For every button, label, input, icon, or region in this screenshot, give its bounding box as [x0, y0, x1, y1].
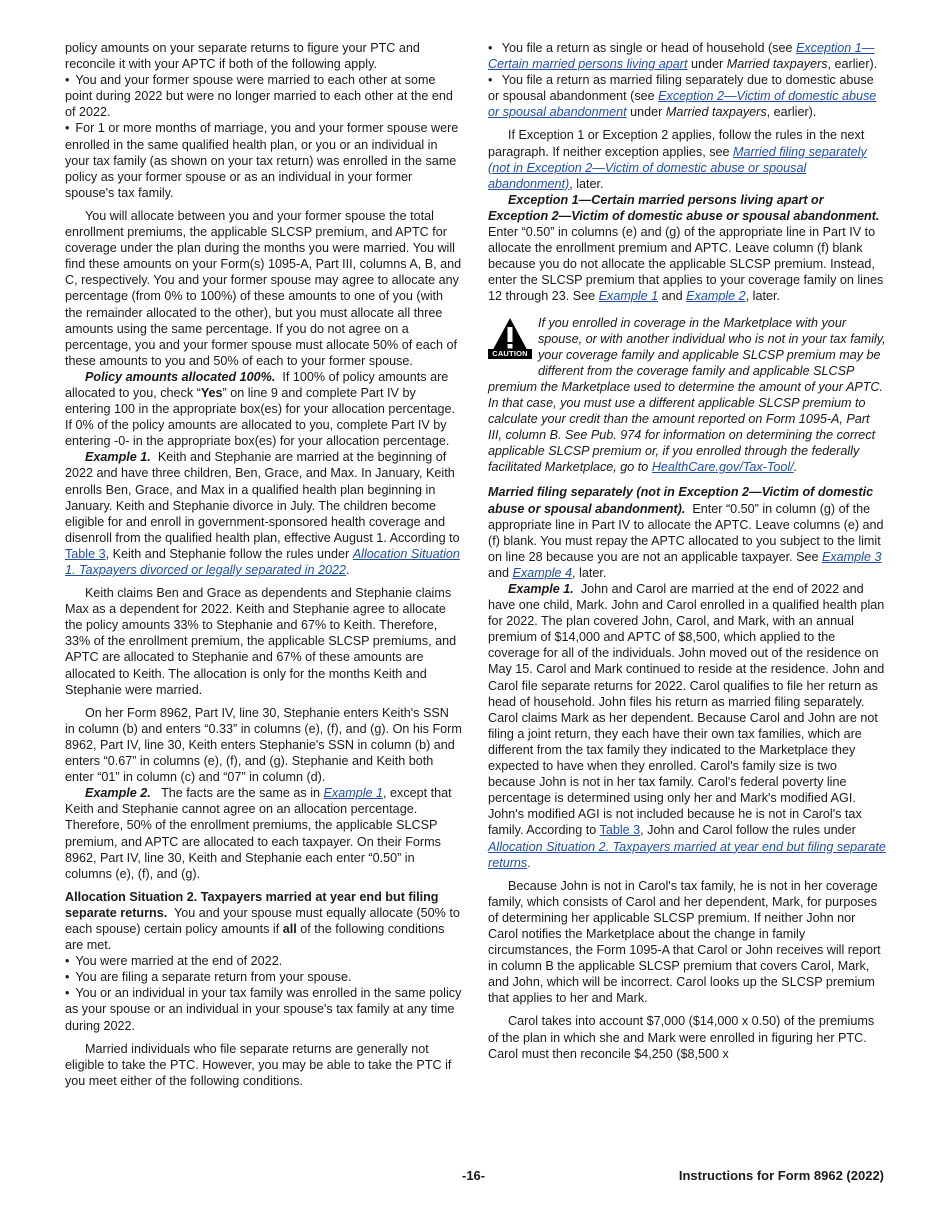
bullet-item: • You are filing a separate return from your spouse.	[65, 969, 462, 985]
caution-note: CAUTION If you enrolled in coverage in the Marketplace with your spouse, or with another individual who is not in your tax family, your coverage family and applicable SLCSP premium may be different from the coverage family and applicable SLCSP premium the Marketplace used to determine the amount of your APTC. In that case, you must use a different applicable SLCSP premium to calculate your credit than the amount reported on Form 1095-A, Part III, column B. See Pub. 974 for information on determining the correct applicable SLCSP premium or, if you enrolled through the federally facilitated Marketplace, go to HealthCare.gov/Tax-Tool/.	[488, 315, 886, 475]
section-heading: Allocation Situation 2. Taxpayers married at year end but filing separate returns.	[65, 889, 439, 920]
page-number: -16-	[462, 1168, 486, 1183]
table-3-link[interactable]: Table 3	[599, 823, 641, 838]
table-3-link[interactable]: Table 3	[65, 546, 106, 561]
paragraph: policy amounts on your separate returns to figure your PTC and reconcile it with your APTC if both of the following apply.	[65, 41, 420, 72]
allocation-situation-1-link[interactable]: Allocation Situation 1. Taxpayers divorced or legally separated in 2022	[65, 546, 460, 577]
allocation-situation-2-paragraph: Allocation Situation 2. Taxpayers married at year end but filing separate returns. You and your spouse must equally allocate (50% to each spouse) certain policy amounts if all of the following conditions are met.	[65, 889, 460, 953]
bullet-item: • For 1 or more months of marriage, you and your former spouse were enrolled in the same qualified health plan, or you or an individual in your tax family (as shown on your tax return) was enrolled in the same policy as your former spouse or as an individual in your former spouse's tax family.	[65, 120, 462, 200]
paragraph-policy-amounts: Policy amounts allocated 100%. If 100% of policy amounts are allocated to you, check “Yes” on line 9 and complete Part IV by entering 100 in the appropriate box(es) for your allocation percentage. If 0% of the policy amounts are allocated to you, complete Part IV by entering -0- in the appropriate box(es) for your allocation percentage.	[65, 369, 455, 449]
paragraph: Married individuals who file separate returns are generally not eligible to take the PTC. However, you may be able to take the PTC if you meet either of the following conditions.	[65, 1041, 452, 1088]
run-in-heading: Exception 1—Certain married persons living apart or Exception 2—Victim of domestic abuse or spousal abandonment.	[488, 192, 880, 223]
example-2-link[interactable]: Example 2	[686, 289, 746, 304]
run-in-heading: Example 1.	[85, 450, 151, 465]
example-1-paragraph: Example 1. John and Carol are married at the end of 2022 and have one child, Mark. John and Carol enrolled in a qualified health plan for 2022. The plan covered John, Carol, and Mark, with an annual premium of $14,000 and APTC of $8,500, which applied to the coverage for all of the individuals. John moved out of the residence on May 15. Carol and Mark continued to reside at the residence. John and Carol file separate returns for 2022. Carol qualifies to file her return as head of household. John files his return as married filing separately. Carol claims Mark as her dependent. Because Carol and John are not filing a joint return, they each have their own tax families, which are different from the tax family they indicated to the Marketplace they expected to have when they enrolled. Carol's family size is two because John is not in her tax family. Carol's federal poverty line percentage is determined using only her and Mark's modified AGI. John's modified AGI is not included because he is not in Carol's tax family. According to Table 3, John and Carol follow the rules under Allocation Situation 2. Taxpayers married at year end but filing separate returns.	[488, 582, 886, 870]
bullet-item: • You and your former spouse were married to each other at some point during 2022 but were no longer married to each other at the end of 2022.	[65, 72, 462, 120]
example-1-paragraph: Example 1. Keith and Stephanie are married at the beginning of 2022 and have three children, Ben, Grace, and Max. In January, Keith enrolls Ben, Grace, and Max in a qualified health plan beginning in January. Keith and Stephanie divorce in July. The children become eligible for and enroll in government-sponsored health coverage and disenroll from the qualified health plan, effective August 1. According to Table 3, Keith and Stephanie follow the rules under Allocation Situation 1. Taxpayers divorced or legally separated in 2022.	[65, 450, 460, 577]
mfs-paragraph: Married filing separately (not in Exception 2—Victim of domestic abuse or spousal abandonment). Enter “0.50” in column (g) of the appropriate line in Part IV to allocate the APTC. Leave columns (e) and (f) blank. You must repay the APTC allocated to you subject to the limit on line 28 because you are not an applicable taxpayer. See Example 3 and Example 4, later.	[488, 485, 884, 580]
exception-paragraph: Exception 1—Certain married persons living apart or Exception 2—Victim of domestic abuse or spousal abandonment. Enter “0.50” in columns (e) and (g) of the appropriate line in Part IV to allocate the enrollment premium and APTC. Leave column (f) blank because you do not allocate the applicable SLCSP premium. Instead, enter the SLCSP premium that applies to your coverage family on lines 12 through 23. See Example 1 and Example 2, later.	[488, 192, 884, 304]
left-column	[65, 40, 462, 1089]
example-3-link[interactable]: Example 3	[821, 549, 882, 564]
bullet-item: • You or an individual in your tax family was enrolled in the same policy as your spouse or an individual in your spouse's tax family at any time during 2022.	[65, 985, 462, 1033]
exception-2-link[interactable]: Exception 2—Victim of domestic abuse or spousal abandonment	[488, 89, 877, 120]
healthcare-tax-tool-link[interactable]: HealthCare.gov/Tax-Tool/	[651, 460, 794, 475]
run-in-heading: Example 2.	[85, 786, 151, 801]
paragraph: On her Form 8962, Part IV, line 30, Stephanie enters Keith's SSN in column (b) and enters “0.33” in columns (e), (f), and (g). On his Form 8962, Part IV, line 30, Keith enters Stephanie's SSN in column (b) and enters “0.67” in columns (e), (f), and (g). Stephanie and Keith both enter “01” in column (c) and “07” in column (d).	[65, 705, 462, 785]
paragraph: You will allocate between you and your former spouse the total enrollment premiums, the applicable SLCSP premium, and APTC for coverage under the plan during the months you were married. You will find these amounts on your Form(s) 1095-A, Part III, columns A, B, and C, respectively. You and your former spouse may agree to allocate any percentage (from 0% to 100%) of these amounts to one of you (with the remainder allocated to the other), but you must allocate all three amounts using the same percentage. If you do not agree on a percentage, you and your former spouse must allocate 50% of each of these amounts to you and 50% of each to your former spouse.	[65, 208, 462, 368]
bullet-item: • You file a return as single or head of household (see Exception 1—Certain married persons living apart under Married taxpayers, earlier).	[488, 40, 886, 72]
caution-label: CAUTION	[488, 349, 532, 359]
paragraph: Carol takes into account $7,000 ($14,000 x 0.50) of the premiums of the plan in which she and Mark were enrolled in figuring her PTC. Carol must then reconcile $4,250 ($8,500 x	[488, 1014, 875, 1061]
caution-icon	[488, 317, 532, 365]
right-column	[488, 40, 886, 1062]
paragraph: If Exception 1 or Exception 2 applies, follow the rules in the next paragraph. If neither exception applies, see Married filing separately (not in Exception 2—Victim of domestic abuse or spousal abandonment), later.	[488, 128, 867, 191]
example-4-link[interactable]: Example 4	[512, 565, 573, 580]
run-in-heading: Example 1.	[508, 582, 574, 596]
example-1-link[interactable]: Example 1	[323, 786, 384, 801]
run-in-heading: Policy amounts allocated 100%.	[85, 369, 276, 384]
paragraph: Because John is not in Carol's tax family, he is not in her coverage family, which consists of Carol and her dependent, Mark, for purposes of determining her applicable SLCSP premium. If neither John nor Carol notifies the Marketplace about the change in family circumstances, the Form 1095-A that Carol or John receives will report in column B the applicable SLCSP premium that covers Carol, Mark, and John, which will be incorrect. Carol looks up the SLCSP premium that applies to her and Mark.	[488, 878, 881, 1006]
allocation-situation-2-link[interactable]: Allocation Situation 2. Taxpayers married at year end but filing separate returns	[488, 839, 886, 870]
bullet-item: • You were married at the end of 2022.	[65, 953, 462, 969]
paragraph: Keith claims Ben and Grace as dependents and Stephanie claims Max as a dependent for 2022. Keith and Stephanie agree to allocate the policy amounts 33% to Stephanie and 67% to Keith. Therefore, 33% of the enrollment premium, the applicable SLCSP premiums, and APTC are allocated to Stephanie and 67% of these amounts are allocated to Keith. The allocation is only for the months Keith and Stephanie were married.	[65, 586, 457, 697]
example-1-link[interactable]: Example 1	[598, 289, 659, 304]
exception-1-link[interactable]: Exception 1—Certain married persons living apart	[488, 41, 875, 72]
form-title: Instructions for Form 8962 (2022)	[678, 1168, 884, 1183]
married-filing-separately-link[interactable]: Married filing separately (not in Exception 2—Victim of domestic abuse or spousal abandonment)	[488, 144, 867, 191]
bullet-item: • You file a return as married filing separately due to domestic abuse or spousal abandonment (see Exception 2—Victim of domestic abuse or spousal abandonment under Married taxpayers, earlier).	[488, 72, 886, 120]
run-in-heading: Married filing separately (not in Exception 2—Victim of domestic abuse or spousal abandonment).	[488, 485, 874, 516]
example-2-paragraph: Example 2. The facts are the same as in Example 1, except that Keith and Stephanie cannot agree on an allocation percentage. Therefore, 50% of the enrollment premiums, the applicable SLCSP premium, and APTC are allocated to each taxpayer. On their Forms 8962, Part IV, line 30, Keith and Stephanie each enter “0.50” in columns (e), (f), and (g).	[65, 786, 452, 881]
